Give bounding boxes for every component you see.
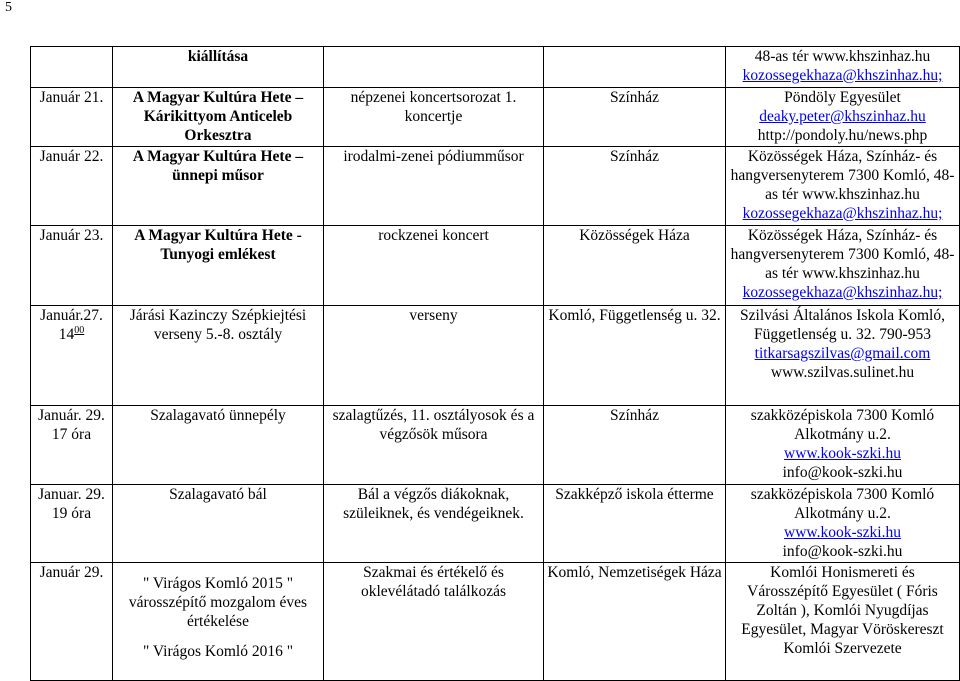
contact-cell — [726, 406, 960, 485]
contact-cell — [726, 47, 960, 88]
contact-text: Közösségek Háza, Színház- és hangversenyterem 7300 Komló, 48-as tér www.khszinhaz.hu — [730, 227, 955, 282]
venue-cell: Színház — [544, 406, 726, 485]
description-cell: Szakmai és értékelő és oklevélátadó találkozás — [324, 563, 544, 681]
time-text: $14^{00}$ — [58, 324, 85, 343]
website-link[interactable]: www.kook-szki.hu — [784, 445, 901, 462]
table-row — [31, 147, 960, 226]
email-text: info@kook-szki.hu — [782, 464, 903, 481]
email-link[interactable]: kozossegekhaza@khszinhaz.hu; — [742, 67, 943, 84]
contact-cell — [726, 226, 960, 306]
date-text: Január. 29. — [38, 407, 105, 424]
description-cell: irodalmi-zenei pódiumműsor — [324, 147, 544, 226]
email-link[interactable]: kozossegekhaza@khszinhaz.hu; — [742, 205, 943, 222]
venue-cell: Színház — [544, 147, 726, 226]
date-text: Január.27. — [40, 307, 103, 324]
contact-cell — [726, 485, 960, 563]
event-cell: Járási Kazinczy Szépkiejtési verseny 5.-8. osztály — [113, 306, 324, 406]
table-row — [31, 485, 960, 563]
venue-cell — [544, 47, 726, 88]
contact-cell — [726, 306, 960, 406]
email-text: info@kook-szki.hu — [782, 543, 903, 560]
website-text: www.szilvas.sulinet.hu — [770, 364, 915, 381]
event-schedule-table — [30, 46, 960, 681]
event-cell: A Magyar Kultúra Hete - Tunyogi emlékest — [113, 226, 324, 306]
event-cell: A Magyar Kultúra Hete – ünnepi műsor — [113, 147, 324, 226]
date-cell — [31, 47, 113, 88]
table-row — [31, 226, 960, 306]
table-row — [31, 563, 960, 681]
venue-cell: Komló, Nemzetiségek Háza — [544, 563, 726, 681]
date-cell: Január 29. — [31, 563, 113, 681]
contact-cell — [726, 147, 960, 226]
website-text: http://pondoly.hu/news.php — [757, 127, 928, 144]
date-cell — [31, 406, 113, 485]
time-text: 17 óra — [51, 426, 92, 443]
event-cell: Szalagavató ünnepély — [113, 406, 324, 485]
description-cell: rockzenei koncert — [324, 226, 544, 306]
contact-text: szakközépiskola 7300 Komló Alkotmány u.2. — [750, 407, 935, 443]
email-link[interactable]: titkarsagszilvas@gmail.com — [754, 345, 931, 362]
date-text: Januar. 29. — [38, 486, 105, 503]
table-row — [31, 88, 960, 147]
table-row — [31, 47, 960, 88]
contact-text: 48-as tér www.khszinhaz.hu — [754, 48, 931, 65]
event-cell — [113, 563, 324, 681]
date-cell: Január 22. — [31, 147, 113, 226]
description-cell: verseny — [324, 306, 544, 406]
description-cell: Bál a végzős diákoknak, szüleiknek, és vendégeiknek. — [324, 485, 544, 563]
event-cell: Szalagavató bál — [113, 485, 324, 563]
website-link[interactable]: www.kook-szki.hu — [784, 524, 901, 541]
contact-text: Pöndöly Egyesület — [784, 89, 901, 106]
description-cell — [324, 47, 544, 88]
contact-cell: Komlói Honismereti és Városszépítő Egyesület ( Fóris Zoltán ), Komlói Nyugdíjas Egyesület, Magyar Vöröskereszt Komlói Szervezete — [726, 563, 960, 681]
event-cell: A Magyar Kultúra Hete – Kárikittyom Anticeleb Orkesztra — [113, 88, 324, 147]
contact-text: szakközépiskola 7300 Komló Alkotmány u.2. — [750, 486, 935, 522]
contact-text: Szilvási Általános Iskola Komló, Függetlenség u. 32. 790-953 — [740, 307, 945, 343]
table-row — [31, 306, 960, 406]
date-cell — [31, 485, 113, 563]
contact-text: Közösségek Háza, Színház- és hangversenyterem 7300 Komló, 48-as tér www.khszinhaz.hu — [730, 148, 955, 203]
description-cell: népzenei koncertsorozat 1. koncertje — [324, 88, 544, 147]
event-subtitle: " Virágos Komló 2016 " — [142, 643, 294, 660]
venue-cell: Színház — [544, 88, 726, 147]
email-link[interactable]: deaky.peter@khszinhaz.hu — [759, 108, 926, 125]
venue-cell: Komló, Függetlenség u. 32. — [544, 306, 726, 406]
description-cell: szalagtűzés, 11. osztályosok és a végzősök műsora — [324, 406, 544, 485]
event-cell: kiállítása — [113, 47, 324, 88]
event-title: " Virágos Komló 2015 " városszépítő mozgalom éves értékelése — [128, 575, 308, 630]
email-link[interactable]: kozossegekhaza@khszinhaz.hu; — [742, 284, 943, 301]
date-cell — [31, 306, 113, 406]
date-cell: Január 21. — [31, 88, 113, 147]
page-number: 5 — [5, 0, 12, 15]
date-cell: Január 23. — [31, 226, 113, 306]
contact-cell — [726, 88, 960, 147]
time-text: 19 óra — [51, 505, 92, 522]
venue-cell: Szakképző iskola étterme — [544, 485, 726, 563]
table-row — [31, 406, 960, 485]
venue-cell: Közösségek Háza — [544, 226, 726, 306]
